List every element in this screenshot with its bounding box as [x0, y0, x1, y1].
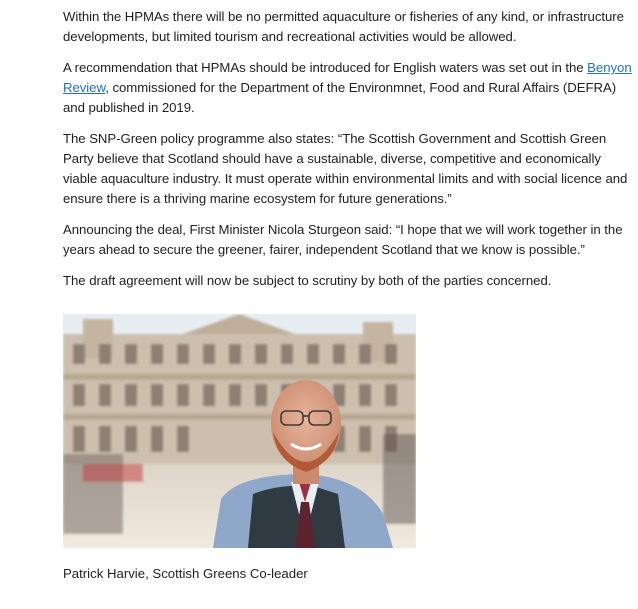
photo-illustration — [63, 314, 416, 548]
paragraph-benyon-review-text-before: A recommendation that HPMAs should be introduced for English waters was set out in the — [63, 60, 588, 75]
paragraph-benyon-review — [63, 58, 635, 118]
benyon-review-link[interactable]: Benyon Review — [63, 60, 632, 95]
paragraph-sturgeon-quote: Announcing the deal, First Minister Nicola Sturgeon said: “I hope that we will work together in the years ahead to secure the greener, fairer, independent Scotland that we know is possible.” — [63, 222, 623, 257]
article-photo[interactable] — [63, 314, 416, 548]
article-body — [63, 7, 635, 291]
paragraph-draft-agreement: The draft agreement will now be subject to scrutiny by both of the parties concerned. — [63, 273, 552, 288]
paragraph-benyon-review-text-after: , commissioned for the Department of the Environmnet, Food and Rural Affairs (DEFRA) and published in 2019. — [63, 80, 617, 115]
photo-caption: Patrick Harvie, Scottish Greens Co-leader — [63, 566, 308, 581]
paragraph-policy-programme: The SNP-Green policy programme also states: “The Scottish Government and Scottish Green Party believe that Scotland should have a sustainable, diverse, competitive and economically viable aquaculture industry. It must operate within environmental limits and with social licence and ensure there is a thriving marine ecosystem for future generations.” — [63, 131, 628, 206]
paragraph-hpma-restrictions: Within the HPMAs there will be no permitted aquaculture or fisheries of any kind, or infrastructure developments, but limited tourism and recreational activities would be allowed. — [63, 9, 624, 44]
